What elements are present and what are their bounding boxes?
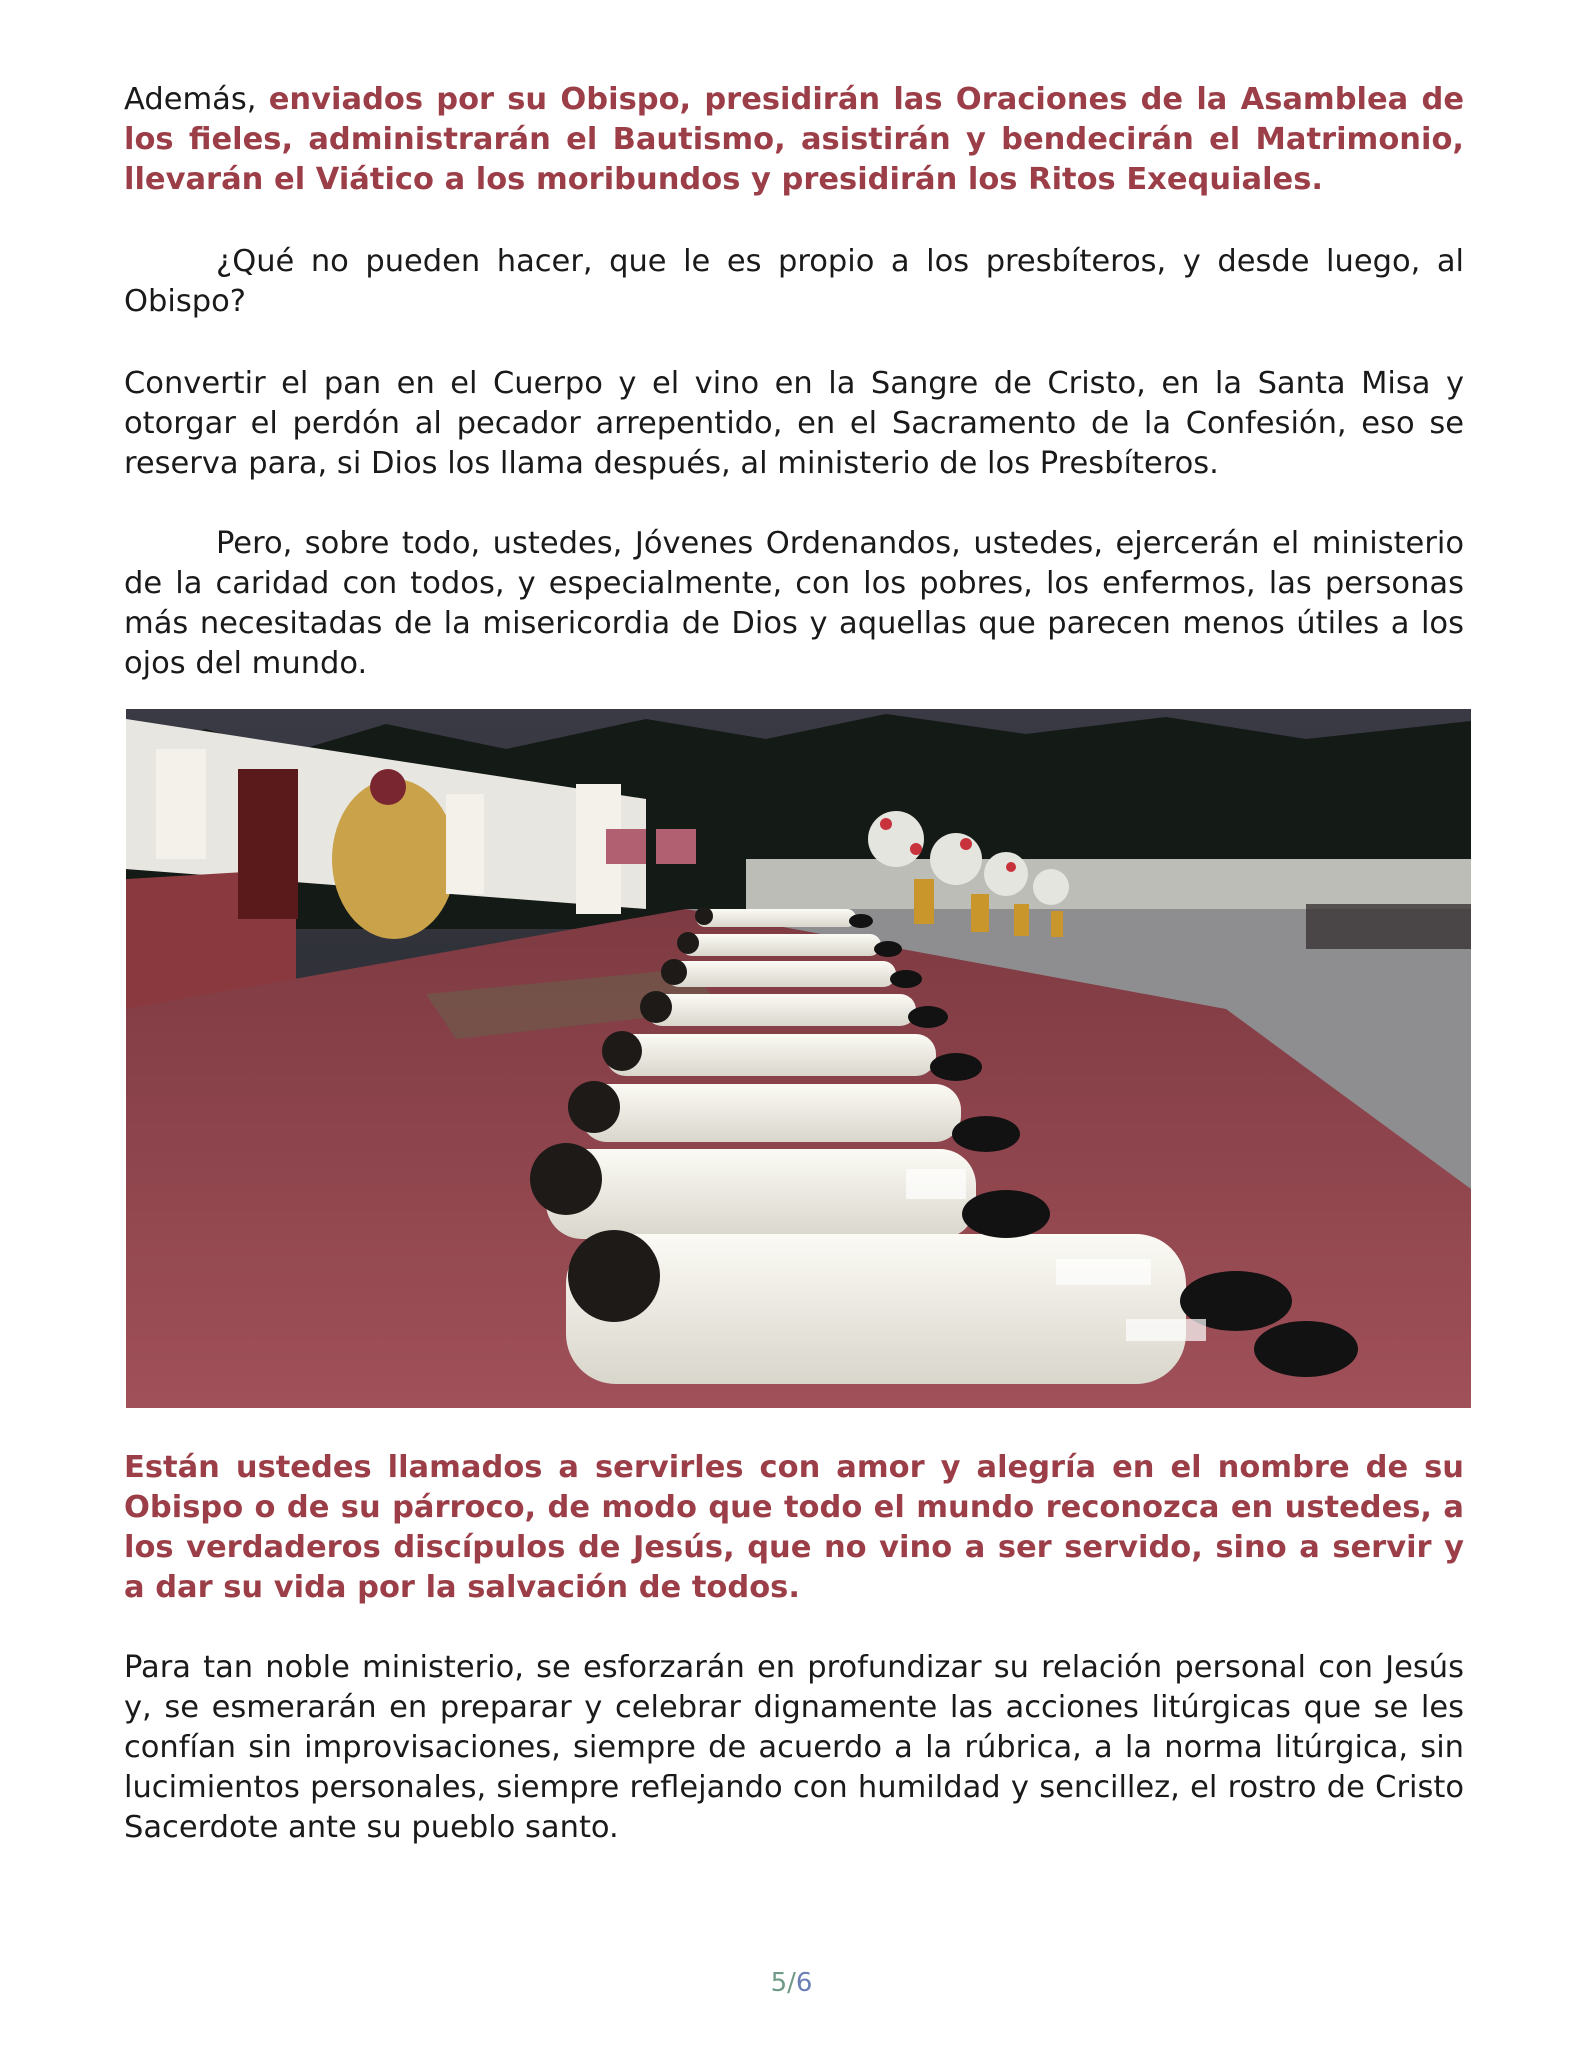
paragraph-called-to-serve: Están ustedes llamados a servirles con amor y alegría en el nombre de su Obispo o de su párroco, de modo que todo el mundo reconozca en ustedes, a los verdaderos discípulos de Jesús, que no vino a ser servido, sino a servir y a dar su vida por la salvación de todos. bbox=[124, 1450, 1464, 1605]
page-current: 5 bbox=[770, 1968, 788, 1998]
emphasized-text: enviados por su Obispo, presidirán las Oraciones de la Asamblea de los fieles, administrarán el Bautismo, asistirán y bendecirán el Matrimonio, llevarán el Viático a los moribundos y presidirán los Ritos Exequiales. bbox=[124, 82, 1465, 197]
ordination-photo bbox=[126, 709, 1471, 1408]
page-separator: / bbox=[787, 1968, 796, 1998]
paragraph-noble-ministry: Para tan noble ministerio, se esforzarán en profundizar su relación personal con Jesús y, se esmerarán en preparar y celebrar dignamente las acciones litúrgicas que se les confían sin improvisaciones, siempre de acuerdo a la rúbrica, a la norma litúrgica, sin lucimientos personales, siempre reflejando con humildad y sencillez, el rostro de Cristo Sacerdote ante su pueblo santo. bbox=[124, 1650, 1464, 1845]
paragraph-ministries bbox=[124, 80, 1464, 200]
paragraph-answer: Convertir el pan en el Cuerpo y el vino en la Sangre de Cristo, en la Santa Misa y otorgar el perdón al pecador arrepentido, en el Sacramento de la Confesión, eso se reserva para, si Dios los llama después, al ministerio de los Presbíteros. bbox=[124, 366, 1464, 481]
page-total: 6 bbox=[795, 1968, 813, 1998]
paragraph-charity: Pero, sobre todo, ustedes, Jóvenes Ordenandos, ustedes, ejercerán el ministerio de la caridad con todos, y especialmente, con los pobres, los enfermos, las personas más necesitadas de la misericordia de Dios y aquellas que parecen menos útiles a los ojos del mundo. bbox=[124, 526, 1464, 681]
paragraph-question: ¿Qué no pueden hacer, que le es propio a los presbíteros, y desde luego, al Obispo? bbox=[124, 244, 1464, 319]
page-number bbox=[0, 1968, 1583, 1998]
paragraph-lead-text: Además, bbox=[124, 82, 269, 117]
